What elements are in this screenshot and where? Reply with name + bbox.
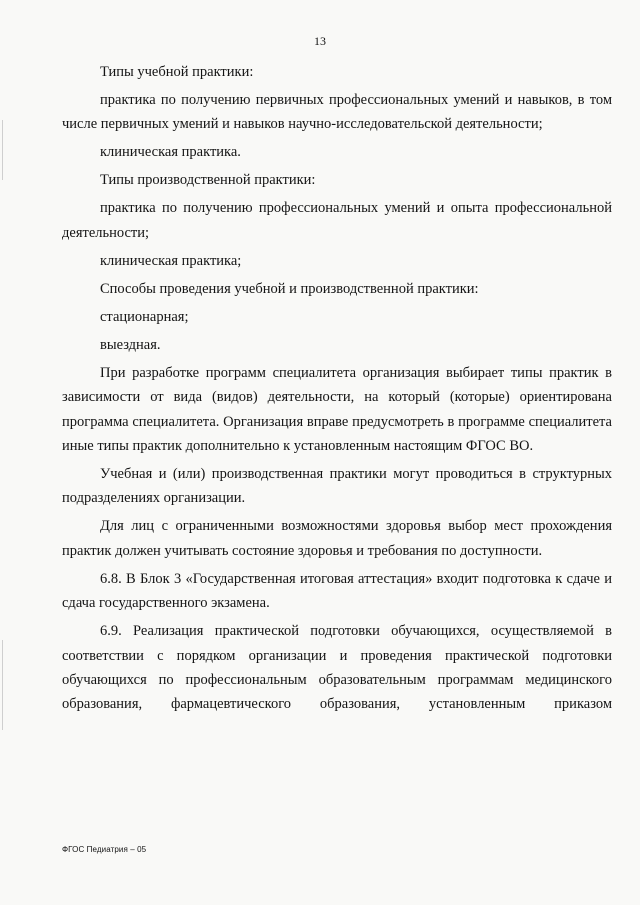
scan-edge-mark	[2, 640, 3, 730]
page-number: 13	[314, 34, 326, 48]
paragraph-disabilities: Для лиц с ограниченными возможностями здоровья выбор мест прохождения практик должен учитывать состояние здоровья и требования по доступности.	[62, 518, 612, 559]
footer-label: ФГОС Педиатрия – 05	[62, 845, 147, 854]
paragraph-professional-skills-practice: практика по получению профессиональных умений и опыта профессиональной деятельности;	[62, 200, 612, 241]
paragraph-program-development: При разработке программ специалитета организация выбирает типы практик в зависимости от вида (видов) деятельности, на который (которые) ориентирована программа специалитета. Организация вправе предусмотреть в программе специалитета иные типы практик дополнительно к установленным настоящим ФГОС ВО.	[62, 364, 612, 455]
paragraph-field: выездная.	[100, 336, 161, 353]
paragraph-educational-practice-types: Типы учебной практики:	[100, 64, 254, 80]
document-body	[62, 60, 612, 720]
paragraph-clinical-practice-1: клиническая практика.	[100, 144, 241, 161]
paragraph-clinical-practice-2: клиническая практика;	[100, 252, 242, 269]
scan-edge-mark	[2, 120, 3, 180]
paragraph-practice-methods: Способы проведения учебной и производственной практики:	[100, 280, 479, 297]
paragraph-practical-training: 6.9. Реализация практической подготовки обучающихся, осуществляемой в соответствии с порядком организации и проведения практической подготовки обучающихся по профессиональным образовательным программам медицинского образования, фармацевтического образования, установленным приказом	[62, 623, 612, 713]
paragraph-stationary: стационарная;	[100, 308, 189, 325]
paragraph-industrial-practice-types: Типы производственной практики:	[100, 172, 316, 189]
paragraph-primary-skills-practice: практика по получению первичных профессиональных умений и навыков, в том числе первичных умений и навыков научно-исследовательской деятельности;	[62, 92, 612, 133]
paragraph-structural-units: Учебная и (или) производственная практики могут проводиться в структурных подразделениях организации.	[62, 466, 612, 507]
paragraph-block-3: 6.8. В Блок 3 «Государственная итоговая аттестация» входит подготовка к сдаче и сдача государственного экзамена.	[62, 570, 612, 612]
